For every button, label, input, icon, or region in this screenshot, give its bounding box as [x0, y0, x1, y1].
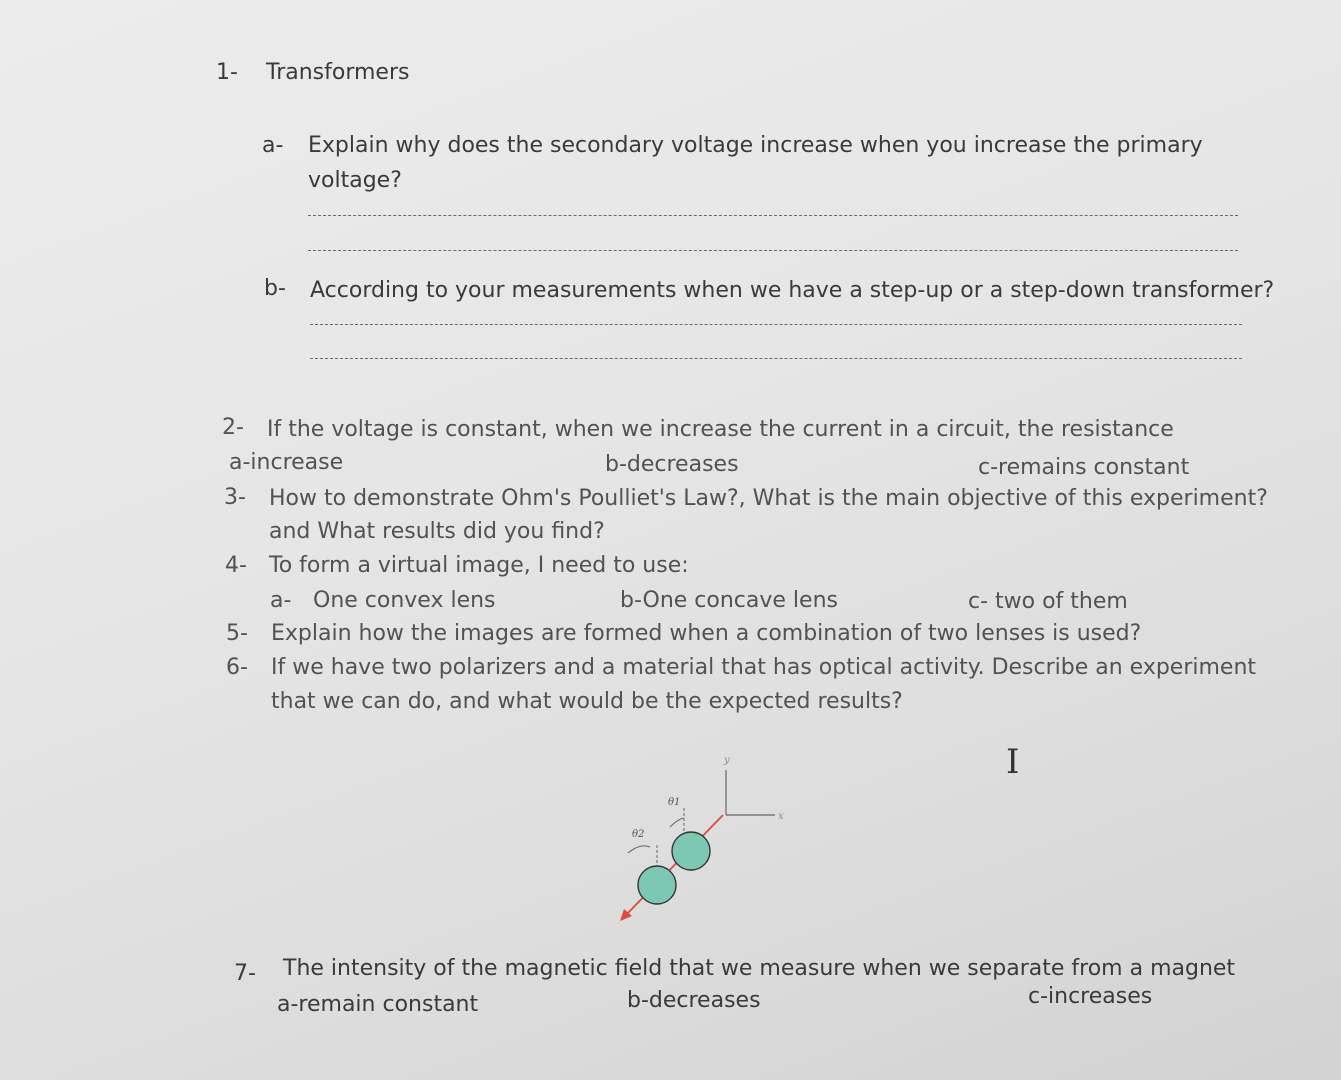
q1a-line2: voltage? [308, 168, 402, 193]
q6-line1: If we have two polarizers and a material that has optical activity. Describe an experiment [271, 655, 1257, 680]
q1b-letter: b- [264, 276, 286, 301]
answer-line [308, 215, 1238, 216]
answer-line [310, 358, 1242, 359]
text-cursor-icon: I [1006, 742, 1020, 782]
q1b-text: According to your measurements when we have a step-up or a step-down transformer? [310, 278, 1275, 303]
answer-line [308, 250, 1238, 251]
q7-option-a: a-remain constant [277, 992, 479, 1017]
q5-number: 5- [226, 621, 248, 646]
q4-option-c: c- two of them [968, 589, 1128, 614]
q2-text: If the voltage is constant, when we increase the current in a circuit, the resistance [267, 417, 1174, 442]
q6-line2: that we can do, and what would be the expected results? [271, 689, 903, 714]
q1a-letter: a- [262, 133, 284, 158]
x-axis-label: x [778, 811, 784, 822]
angle-arc-theta1 [670, 818, 684, 827]
q4-text: To form a virtual image, I need to use: [269, 553, 689, 578]
q4-number: 4- [225, 553, 247, 578]
q5-text: Explain how the images are formed when a combination of two lenses is used? [271, 621, 1142, 646]
theta2-label: θ2 [632, 829, 645, 840]
q4-option-b: b-One concave lens [620, 588, 838, 613]
q3-number: 3- [224, 485, 246, 510]
q1-number: 1- [216, 60, 238, 85]
q4-option-a: One convex lens [313, 588, 496, 613]
axes [726, 770, 775, 815]
q6-number: 6- [226, 655, 248, 680]
y-axis-label: y [724, 755, 730, 766]
answer-line [310, 324, 1242, 325]
q2-option-a: a-increase [229, 450, 344, 475]
q2-number: 2- [222, 415, 244, 440]
ball-lower [638, 866, 676, 904]
q1-title: Transformers [266, 60, 410, 85]
q7-option-b: b-decreases [627, 988, 761, 1013]
q3-line2: and What results did you find? [269, 519, 605, 544]
angle-arc-theta2 [628, 846, 650, 853]
q7-text: The intensity of the magnetic field that we measure when we separate from a magnet [283, 956, 1236, 981]
q3-line1: How to demonstrate Ohm's Poulliet's Law?, What is the main objective of this experiment? [269, 486, 1268, 511]
q2-option-c: c-remains constant [978, 455, 1190, 480]
q7-option-c: c-increases [1028, 984, 1153, 1009]
ball-upper [672, 832, 710, 870]
q7-number: 7- [234, 961, 256, 986]
q2-option-b: b-decreases [605, 452, 739, 477]
pendulum-figure [600, 745, 810, 930]
theta1-label: θ1 [668, 797, 681, 808]
q1a-line1: Explain why does the secondary voltage increase when you increase the primary [308, 133, 1203, 158]
q4-option-a-letter: a- [270, 588, 292, 613]
